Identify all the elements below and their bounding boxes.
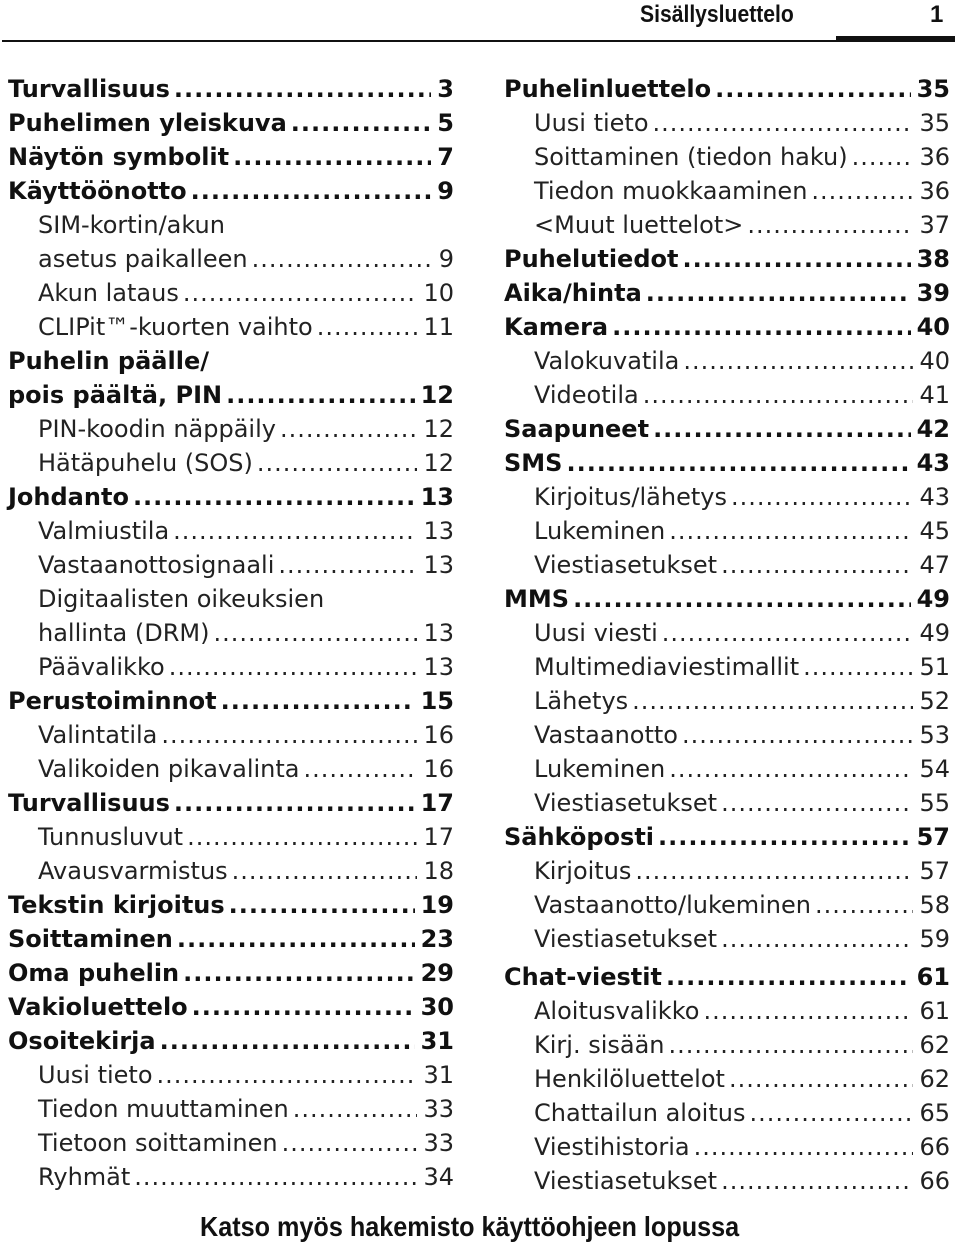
toc-entry-label: Aloitusvalikko [534, 997, 700, 1025]
toc-entry-page: 13 [423, 517, 454, 545]
dot-leader [669, 1031, 914, 1059]
toc-section [504, 69, 950, 103]
toc-entry-page: 66 [919, 1133, 950, 1161]
toc-entry-label: Viestihistoria [534, 1133, 690, 1161]
toc-entry-label: MMS [504, 585, 570, 613]
toc-entry-label: Tunnusluvut [38, 823, 184, 851]
header-rule [2, 40, 955, 42]
toc-entry-page: 33 [423, 1129, 454, 1157]
toc-section [8, 987, 454, 1021]
toc-subsection [8, 1157, 454, 1191]
dot-leader [852, 143, 914, 171]
toc-subsection [8, 239, 454, 273]
toc-section [8, 103, 454, 137]
toc-subsection [504, 613, 950, 647]
toc-entry-label: Hätäpuhelu (SOS) [38, 449, 253, 477]
toc-entry-label: Turvallisuus [8, 789, 170, 817]
dot-leader [811, 177, 913, 205]
toc-entry-label: Vastaanottosignaali [38, 551, 275, 579]
toc-entry-page: 17 [420, 789, 454, 817]
toc-entry-label: Turvallisuus [8, 75, 170, 103]
toc-column-right [504, 69, 950, 1195]
toc-entry-label: Puhelutiedot [504, 245, 679, 273]
toc-subsection [504, 1025, 950, 1059]
toc-entry-page: 39 [916, 279, 950, 307]
toc-entry-label: Puhelimen yleiskuva [8, 109, 287, 137]
toc-subsection [8, 817, 454, 851]
index-note: Katso myös hakemisto käyttöohjeen lopussa [200, 1211, 740, 1242]
toc-entry-page: 47 [919, 551, 950, 579]
dot-leader [635, 857, 913, 885]
toc-entry-label: Perustoiminnot [8, 687, 217, 715]
dot-leader [233, 143, 431, 171]
toc-entry-label: Tekstin kirjoitus [8, 891, 225, 919]
toc-entry-label: Multimediaviestimallit [534, 653, 800, 681]
toc-entry-page: 57 [916, 823, 950, 851]
toc-entry-page: 19 [420, 891, 454, 919]
dot-leader [815, 891, 913, 919]
dot-leader [669, 755, 913, 783]
toc-entry-page: 31 [420, 1027, 454, 1055]
toc-entry-label: Lukeminen [534, 517, 666, 545]
toc-subsection [504, 375, 950, 409]
dot-leader [729, 1065, 914, 1093]
dot-leader [653, 109, 914, 137]
toc-subsection [8, 409, 454, 443]
toc-subsection [8, 1089, 454, 1123]
toc-section [8, 953, 454, 987]
toc-entry-label: Chat-viestit [504, 963, 662, 991]
dot-leader [229, 891, 415, 919]
toc-entry-label: Viestiasetukset [534, 551, 718, 579]
toc-entry-page: 13 [423, 653, 454, 681]
toc-entry-page: 40 [919, 347, 950, 375]
toc-entry-page: 58 [919, 891, 950, 919]
page-number: 1 [930, 1, 944, 28]
dot-leader [174, 75, 431, 103]
toc-entry-label: Valmiustila [38, 517, 170, 545]
dot-leader [573, 585, 911, 613]
toc-subsection [504, 545, 950, 579]
toc-section [504, 443, 950, 477]
dot-leader [174, 789, 415, 817]
dot-leader [252, 245, 433, 273]
toc-subsection [8, 443, 454, 477]
toc-entry-page: 45 [919, 517, 950, 545]
toc-entry-label: Valintatila [38, 721, 158, 749]
dot-leader [161, 721, 417, 749]
toc-subsection [504, 991, 950, 1025]
toc-entry-page: 12 [420, 381, 454, 409]
toc-entry-label: PIN-koodin näppäily [38, 415, 276, 443]
toc-section [8, 69, 454, 103]
toc-subsection [504, 783, 950, 817]
toc-entry-page: 59 [919, 925, 950, 953]
toc-entry-page: 62 [919, 1031, 950, 1059]
dot-leader [682, 245, 910, 273]
dot-leader [658, 823, 911, 851]
dot-leader [317, 313, 418, 341]
toc-entry-page: 3 [437, 75, 454, 103]
dot-leader [221, 687, 415, 715]
toc-section [8, 681, 454, 715]
toc-section [504, 579, 950, 613]
dot-leader [187, 823, 417, 851]
toc-entry-page: 41 [919, 381, 950, 409]
toc-entry-page: 29 [420, 959, 454, 987]
toc-entry-label: Vastaanotto/lukeminen [534, 891, 811, 919]
toc-entry-label: Kirjoitus [534, 857, 632, 885]
toc-entry-page: 49 [916, 585, 950, 613]
toc-entry-label: Avausvarmistus [38, 857, 228, 885]
toc-subsection [8, 1123, 454, 1157]
dot-leader [192, 993, 415, 1021]
toc-entry-page: 17 [423, 823, 454, 851]
toc-section [8, 783, 454, 817]
toc-entry-page: 36 [919, 177, 950, 205]
toc-entry-label: Viestiasetukset [534, 1167, 718, 1195]
toc-subsection [8, 749, 454, 783]
toc-entry-page: 31 [423, 1061, 454, 1089]
toc-section [504, 307, 950, 341]
toc-entry-label: Digitaalisten oikeuksien [38, 585, 325, 613]
dot-leader [666, 963, 911, 991]
toc-subsection [504, 205, 950, 239]
dot-leader [694, 1133, 914, 1161]
toc-entry-label: Johdanto [8, 483, 129, 511]
toc-subsection [8, 647, 454, 681]
dot-leader [304, 755, 418, 783]
toc-subsection [8, 511, 454, 545]
toc-entry-page: 7 [437, 143, 454, 171]
toc-entry-label: Puhelin päälle/ [8, 347, 209, 375]
toc-subsection [504, 749, 950, 783]
toc-section [8, 919, 454, 953]
toc-entry-page: 9 [438, 245, 454, 273]
dot-leader [643, 381, 914, 409]
dot-leader [653, 415, 911, 443]
dot-leader [747, 211, 913, 239]
toc-entry-page: 61 [919, 997, 950, 1025]
toc-subsection [8, 1055, 454, 1089]
dot-leader [721, 925, 913, 953]
toc-entry-page: 40 [916, 313, 950, 341]
toc-entry-page: 10 [423, 279, 454, 307]
toc-entry-label: Ryhmät [38, 1163, 131, 1191]
toc-subsection [504, 477, 950, 511]
toc-section [504, 817, 950, 851]
toc-entry-label: Akun lataus [38, 279, 179, 307]
toc-subsection [8, 205, 454, 239]
dot-leader [134, 1163, 417, 1191]
toc-subsection [504, 681, 950, 715]
toc-section [8, 137, 454, 171]
dot-leader [291, 109, 432, 137]
toc-entry-page: 61 [916, 963, 950, 991]
toc-entry-page: 35 [916, 75, 950, 103]
toc-subsection [8, 715, 454, 749]
toc-entry-label: Puhelinluettelo [504, 75, 712, 103]
toc-entry-label: Päävalikko [38, 653, 165, 681]
toc-subsection [504, 137, 950, 171]
toc-entry-label: Valokuvatila [534, 347, 680, 375]
dot-leader [646, 279, 911, 307]
toc-section [504, 409, 950, 443]
toc-entry-page: 13 [423, 551, 454, 579]
toc-subsection [504, 647, 950, 681]
toc-section [8, 341, 454, 375]
toc-entry-label: Aika/hinta [504, 279, 642, 307]
toc-entry-page: 13 [420, 483, 454, 511]
toc-entry-page: 23 [420, 925, 454, 953]
toc-entry-page: 34 [423, 1163, 454, 1191]
toc-entry-page: 9 [437, 177, 454, 205]
toc-subsection [8, 307, 454, 341]
dot-leader [662, 619, 914, 647]
dot-leader [280, 415, 418, 443]
toc-section [8, 1021, 454, 1055]
toc-entry-page: 55 [919, 789, 950, 817]
toc-entry-page: 53 [919, 721, 950, 749]
toc-entry-label: Uusi tieto [534, 109, 649, 137]
toc-entry-label: Käyttöönotto [8, 177, 187, 205]
toc-entry-label: Chattailun aloitus [534, 1099, 746, 1127]
toc-entry-page: 43 [919, 483, 950, 511]
toc-subsection [504, 851, 950, 885]
toc-subsection [8, 273, 454, 307]
dot-leader [183, 959, 414, 987]
toc-subsection [504, 103, 950, 137]
toc-subsection [504, 171, 950, 205]
toc-section [8, 171, 454, 205]
toc-section [504, 957, 950, 991]
toc-entry-label: Valikoiden pikavalinta [38, 755, 300, 783]
toc-entry-label: Soittaminen [8, 925, 173, 953]
toc-entry-label: Kirjoitus/lähetys [534, 483, 727, 511]
dot-leader [803, 653, 913, 681]
toc-subsection [504, 1161, 950, 1195]
toc-column-left [8, 69, 454, 1191]
toc-subsection [504, 715, 950, 749]
dot-leader [669, 517, 913, 545]
toc-entry-label: Tiedon muokkaaminen [534, 177, 808, 205]
dot-leader [282, 1129, 418, 1157]
toc-entry-page: 30 [420, 993, 454, 1021]
toc-entry-label: Soittaminen (tiedon haku) [534, 143, 848, 171]
toc-subsection [504, 1127, 950, 1161]
toc-section [8, 375, 454, 409]
toc-entry-page: 54 [919, 755, 950, 783]
toc-entry-label: SMS [504, 449, 563, 477]
toc-entry-page: 37 [919, 211, 950, 239]
toc-subsection [504, 1093, 950, 1127]
toc-entry-page: 15 [420, 687, 454, 715]
page-title: Sisällysluettelo [640, 1, 794, 28]
dot-leader [232, 857, 418, 885]
toc-entry-label: CLIPit™-kuorten vaihto [38, 313, 313, 341]
toc-entry-label: Uusi tieto [38, 1061, 153, 1089]
toc-subsection [504, 919, 950, 953]
toc-entry-label: asetus paikalleen [38, 245, 248, 273]
dot-leader [293, 1095, 418, 1123]
toc-entry-label: Videotila [534, 381, 639, 409]
toc-entry-page: 33 [423, 1095, 454, 1123]
dot-leader [278, 551, 417, 579]
toc-entry-page: 11 [423, 313, 454, 341]
toc-entry-page: 62 [919, 1065, 950, 1093]
toc-entry-label: SIM-kortin/akun [38, 211, 225, 239]
toc-entry-page: 38 [916, 245, 950, 273]
toc-entry-label: Kamera [504, 313, 609, 341]
toc-entry-page: 49 [919, 619, 950, 647]
toc-entry-page: 18 [423, 857, 454, 885]
dot-leader [173, 517, 417, 545]
toc-entry-label: Viestiasetukset [534, 925, 718, 953]
dot-leader [632, 687, 913, 715]
toc-entry-label: Kirj. sisään [534, 1031, 665, 1059]
toc-section [504, 239, 950, 273]
toc-entry-label: Viestiasetukset [534, 789, 718, 817]
toc-entry-page: 13 [423, 619, 454, 647]
toc-entry-page: 42 [916, 415, 950, 443]
toc-entry-label: Sähköposti [504, 823, 655, 851]
toc-entry-label: Oma puhelin [8, 959, 180, 987]
toc-entry-label: Uusi viesti [534, 619, 658, 647]
dot-leader [721, 789, 913, 817]
toc-entry-label: pois päältä, PIN [8, 381, 223, 409]
dot-leader [226, 381, 415, 409]
toc-entry-label: Tiedon muuttaminen [38, 1095, 289, 1123]
toc-entry-label: Henkilöluettelot [534, 1065, 725, 1093]
toc-subsection [504, 885, 950, 919]
toc-section [8, 885, 454, 919]
dot-leader [191, 177, 432, 205]
toc-entry-label: Vastaanotto [534, 721, 678, 749]
dot-leader [183, 279, 418, 307]
header-rule-accent [836, 36, 955, 42]
toc-entry-page: 51 [919, 653, 950, 681]
dot-leader [683, 347, 913, 375]
toc-entry-page: 16 [423, 721, 454, 749]
dot-leader [731, 483, 913, 511]
toc-entry-page: 12 [423, 449, 454, 477]
toc-entry-label: Näytön symbolit [8, 143, 230, 171]
dot-leader [612, 313, 910, 341]
toc-entry-page: 35 [919, 109, 950, 137]
dot-leader [157, 1061, 418, 1089]
toc-subsection [8, 851, 454, 885]
dot-leader [703, 997, 913, 1025]
toc-entry-label: Saapuneet [504, 415, 650, 443]
dot-leader [715, 75, 910, 103]
dot-leader [160, 1027, 415, 1055]
dot-leader [682, 721, 913, 749]
toc-entry-page: 16 [423, 755, 454, 783]
dot-leader [213, 619, 417, 647]
toc-subsection [8, 545, 454, 579]
dot-leader [721, 1167, 913, 1195]
dot-leader [721, 551, 913, 579]
toc-entry-label: Osoitekirja [8, 1027, 156, 1055]
toc-subsection [504, 341, 950, 375]
dot-leader [566, 449, 910, 477]
dot-leader [257, 449, 418, 477]
toc-entry-page: 36 [919, 143, 950, 171]
dot-leader [133, 483, 415, 511]
toc-entry-label: hallinta (DRM) [38, 619, 210, 647]
dot-leader [749, 1099, 913, 1127]
dot-leader [169, 653, 418, 681]
toc-entry-page: 43 [916, 449, 950, 477]
toc-entry-page: 65 [919, 1099, 950, 1127]
toc-subsection [8, 579, 454, 613]
toc-entry-page: 12 [423, 415, 454, 443]
toc-entry-label: Lähetys [534, 687, 629, 715]
toc-section [8, 477, 454, 511]
toc-entry-page: 66 [919, 1167, 950, 1195]
toc-subsection [504, 1059, 950, 1093]
toc-entry-page: 5 [437, 109, 454, 137]
dot-leader [177, 925, 415, 953]
toc-subsection [8, 613, 454, 647]
toc-entry-page: 57 [919, 857, 950, 885]
toc-entry-label: Vakioluettelo [8, 993, 188, 1021]
toc-section [504, 273, 950, 307]
toc-entry-page: 52 [919, 687, 950, 715]
toc-entry-label: <Muut luettelot> [534, 211, 744, 239]
toc-entry-label: Lukeminen [534, 755, 666, 783]
toc-subsection [504, 511, 950, 545]
toc-entry-label: Tietoon soittaminen [38, 1129, 278, 1157]
